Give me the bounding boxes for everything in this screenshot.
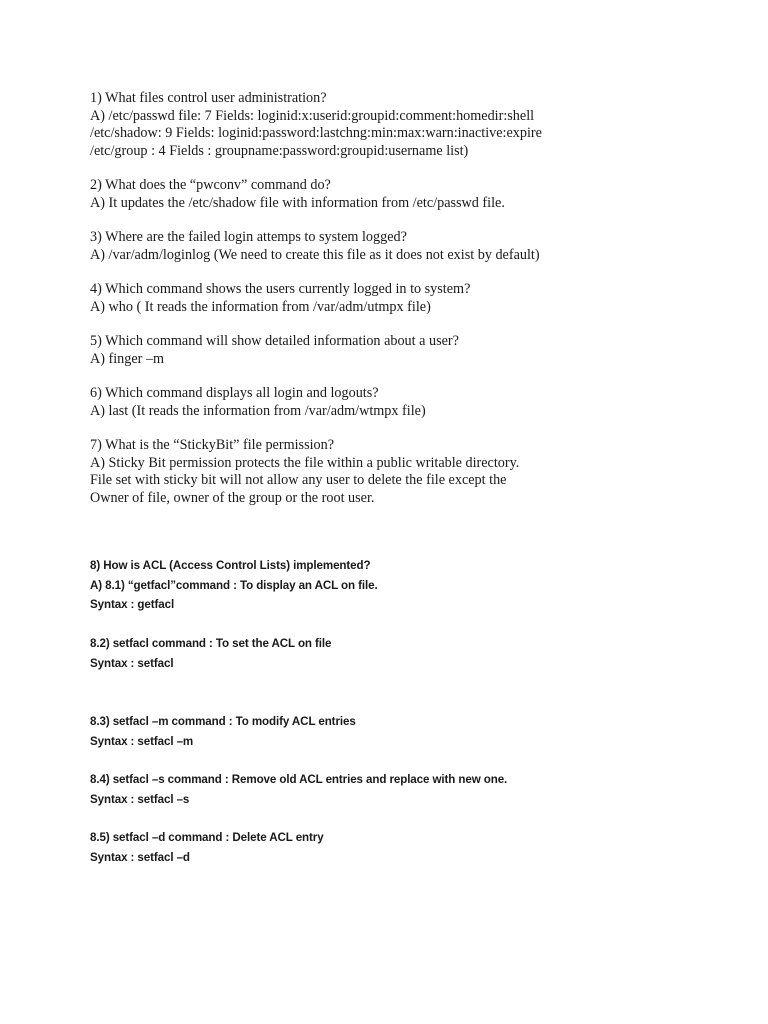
answer-line: /etc/shadow: 9 Fields: loginid:password:lastchng:min:max:warn:inactive:expire	[90, 125, 542, 142]
acl-section-8-3	[90, 712, 730, 751]
qa-item-6	[90, 385, 730, 420]
answer-line: Owner of file, owner of the group or the root user.	[90, 489, 375, 506]
qa-item-8	[90, 556, 730, 615]
syntax-line: Syntax : setfacl –d	[90, 850, 190, 864]
qa-item-4	[90, 281, 730, 316]
question-text: 8) How is ACL (Access Control Lists) implemented?	[90, 559, 371, 572]
question-text: 1) What files control user administration?	[90, 90, 327, 106]
answer-line: A) who ( It reads the information from /var/adm/utmpx file)	[90, 298, 431, 315]
question-text: 3) Where are the failed login attemps to system logged?	[90, 229, 407, 245]
qa-item-1	[90, 90, 730, 160]
syntax-line: Syntax : setfacl –s	[90, 792, 190, 806]
acl-section-8-2	[90, 634, 730, 673]
qa-item-3	[90, 229, 730, 264]
acl-command-line: 8.4) setfacl –s command : Remove old ACL entries and replace with new one.	[90, 773, 508, 786]
question-text: 6) Which command displays all login and logouts?	[90, 385, 379, 401]
qa-item-7	[90, 437, 730, 507]
question-text: 5) Which command will show detailed information about a user?	[90, 333, 459, 349]
syntax-line: Syntax : setfacl	[90, 656, 174, 670]
question-text: 4) Which command shows the users currently logged in to system?	[90, 281, 471, 297]
acl-command-line: 8.2) setfacl command : To set the ACL on file	[90, 637, 332, 650]
answer-line: A) finger –m	[90, 350, 165, 367]
acl-section-8-5	[90, 828, 730, 867]
question-text: 2) What does the “pwconv” command do?	[90, 177, 331, 193]
acl-command-line: 8.3) setfacl –m command : To modify ACL entries	[90, 715, 356, 728]
acl-command-line: 8.5) setfacl –d command : Delete ACL entry	[90, 831, 324, 844]
answer-line: A) last (It reads the information from /var/adm/wtmpx file)	[90, 402, 426, 419]
qa-item-5	[90, 333, 730, 368]
syntax-line: Syntax : getfacl	[90, 598, 175, 611]
answer-line: File set with sticky bit will not allow any user to delete the file except the	[90, 472, 507, 489]
syntax-line: Syntax : setfacl –m	[90, 734, 194, 748]
answer-line: A) /etc/passwd file: 7 Fields: loginid:x:userid:groupid:comment:homedir:shell	[90, 107, 535, 124]
question-text: 7) What is the “StickyBit” file permission?	[90, 437, 335, 453]
answer-line: A) 8.1) “getfacl”command : To display an ACL on file.	[90, 578, 378, 592]
answer-line: /etc/group : 4 Fields : groupname:password:groupid:username list)	[90, 142, 469, 159]
acl-section-8-4	[90, 770, 730, 809]
answer-line: A) Sticky Bit permission protects the file within a public writable directory.	[90, 454, 520, 471]
answer-line: A) It updates the /etc/shadow file with information from /etc/passwd file.	[90, 194, 505, 211]
qa-item-2	[90, 177, 730, 212]
answer-line: A) /var/adm/loginlog (We need to create this file as it does not exist by default)	[90, 246, 540, 263]
